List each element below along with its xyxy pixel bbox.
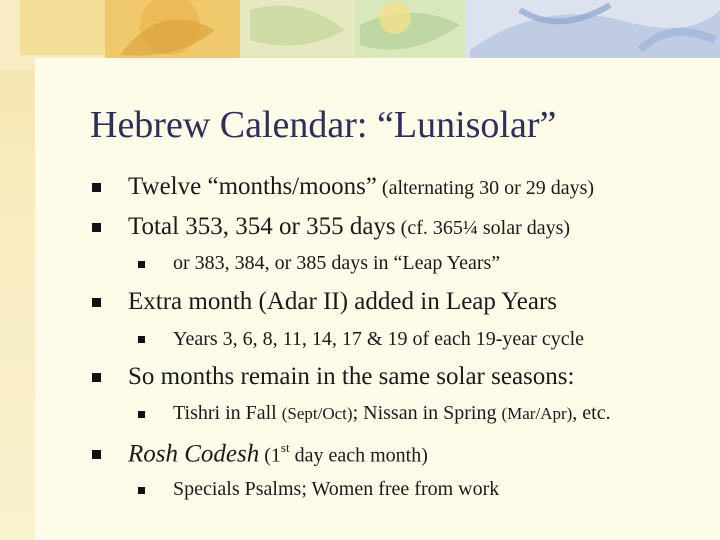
bullet-aside: (cf. 365¼ solar days) [395, 217, 571, 239]
sub-bullet-item [173, 402, 611, 425]
text-segment: ; Nissan in Spring [352, 402, 502, 424]
sub-bullet-item: or 383, 384, or 385 days in “Leap Years” [173, 252, 501, 274]
bullet-item [128, 440, 428, 468]
bullet-text: Total 353, 354 or 355 days [128, 213, 396, 240]
bullet-item: Extra month (Adar II) added in Leap Years [128, 288, 558, 315]
text-segment: (Sept/Oct) [281, 404, 353, 423]
bullet-item [128, 213, 570, 241]
sub-bullet-item: Specials Psalms; Women free from work [173, 478, 500, 500]
slide-title: Hebrew Calendar: “Lunisolar” [90, 104, 557, 146]
sub-bullet-marker [138, 411, 145, 418]
text-segment: day each month) [289, 444, 428, 467]
text-segment: Rosh Codesh [128, 440, 260, 468]
bullet-marker [92, 223, 101, 232]
text-segment: st [280, 440, 290, 455]
bullet-marker [92, 183, 101, 192]
sub-bullet-marker [138, 487, 145, 494]
bullet-marker [92, 298, 101, 307]
text-segment: Tishri in Fall [173, 402, 282, 424]
bullet-aside: (alternating 30 or 29 days) [376, 177, 595, 199]
text-segment: (1 [259, 444, 281, 467]
bullet-marker [92, 450, 101, 459]
left-decor-strip [0, 0, 40, 540]
text-segment: , etc. [572, 402, 611, 424]
sub-bullet-item: Years 3, 6, 8, 11, 14, 17 & 19 of each 19-year cycle [173, 328, 585, 350]
text-segment: (Mar/Apr) [501, 404, 573, 423]
bullet-item: So months remain in the same solar seasons: [128, 363, 575, 390]
bullet-marker [92, 373, 101, 382]
bullet-item [128, 173, 594, 201]
sub-bullet-marker [138, 261, 145, 268]
bullet-text: Twelve “months/moons” [128, 173, 377, 200]
sub-bullet-marker [138, 336, 145, 343]
